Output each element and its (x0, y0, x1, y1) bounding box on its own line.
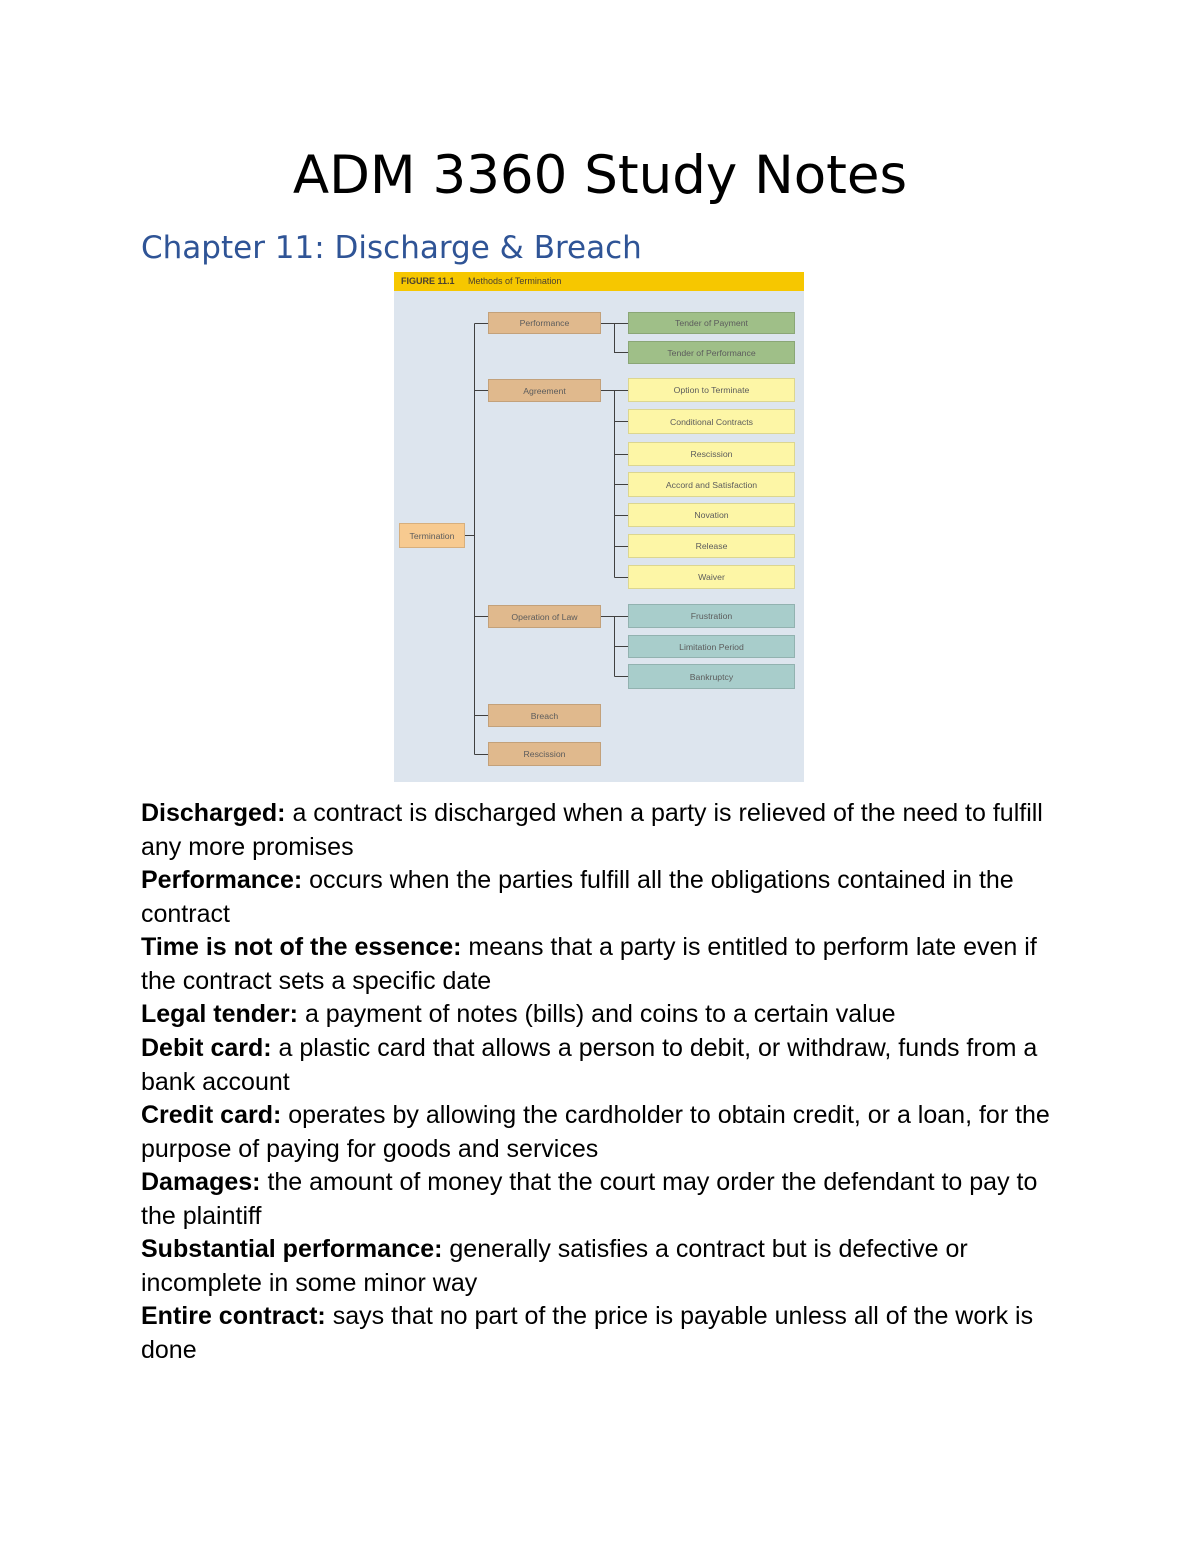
figure-caption: Methods of Termination (468, 276, 562, 286)
definition-credit-card (141, 1099, 1181, 1166)
definition-text: a payment of notes (bills) and coins to a certain value (304, 1000, 896, 1029)
node-release: Release (628, 534, 795, 558)
definition-text: bank account (141, 1067, 290, 1096)
definition-text: done (141, 1336, 197, 1364)
definition-text: a contract is discharged when a party is relieved of the need to fulfill (292, 799, 1043, 827)
figure-label: FIGURE 11.1 (401, 276, 455, 286)
node-accord-and-satisfaction: Accord and Satisfaction (628, 472, 795, 497)
definition-line (141, 1032, 1181, 1066)
page-title: ADM 3360 Study Notes (292, 145, 908, 206)
node-tender-of-payment: Tender of Payment (628, 312, 795, 334)
definition-term: Credit card: (141, 1101, 282, 1130)
node-breach: Breach (488, 704, 601, 727)
definition-line (141, 1300, 1181, 1334)
definition-text: any more promises (141, 832, 354, 861)
definition-text: a plastic card that allows a person to debit, or withdraw, funds from a (278, 1033, 1038, 1062)
definition-text: says that no part of the price is payable unless all of the work is (332, 1302, 1034, 1331)
connector-agreement-group (601, 391, 628, 578)
definition-substantial-performance (141, 1233, 1181, 1300)
definition-line (141, 797, 1181, 831)
definition-text: generally satisfies a contract but is defective or (449, 1235, 968, 1264)
definition-term: Entire contract: (141, 1302, 326, 1331)
node-rescission-by-agreement: Rescission (628, 442, 795, 466)
definition-term: Time is not of the essence: (141, 933, 462, 962)
definition-term: Debit card: (141, 1033, 272, 1062)
definition-discharged (141, 797, 1181, 864)
node-tender-of-performance: Tender of Performance (628, 341, 795, 364)
definition-term: Discharged: (141, 799, 286, 827)
definition-line (141, 1099, 1181, 1133)
node-rescission: Rescission (488, 742, 601, 766)
definition-line (141, 998, 1181, 1032)
node-novation: Novation (628, 503, 795, 527)
node-operation-of-law: Operation of Law (488, 605, 601, 628)
node-bankruptcy: Bankruptcy (628, 664, 795, 689)
connector-operation-of-law-group (601, 617, 628, 677)
definition-damages (141, 1166, 1181, 1233)
definition-text: incomplete in some minor way (141, 1268, 478, 1297)
definition-line (141, 1166, 1181, 1200)
definitions-list (141, 797, 1181, 1368)
node-option-to-terminate: Option to Terminate (628, 378, 795, 402)
definition-text: the plaintiff (141, 1201, 262, 1230)
definition-term: Damages: (141, 1168, 261, 1197)
figure-methods-of-termination (394, 272, 804, 782)
node-waiver: Waiver (628, 565, 795, 589)
definition-text: contract (141, 899, 230, 928)
definition-line (141, 864, 1181, 898)
connector-performance-group (601, 324, 628, 353)
connector-trunk (465, 324, 488, 755)
node-performance: Performance (488, 312, 601, 334)
definition-text: the contract sets a specific date (141, 966, 492, 995)
definition-term: Performance: (141, 866, 303, 895)
definition-text: operates by allowing the cardholder to obtain credit, or a loan, for the (288, 1101, 1050, 1130)
node-termination: Termination (399, 523, 465, 548)
definition-entire-contract (141, 1300, 1181, 1367)
node-frustration: Frustration (628, 604, 795, 628)
definition-legal-tender (141, 998, 1181, 1032)
definition-text: purpose of paying for goods and services (141, 1134, 599, 1163)
node-limitation-period: Limitation Period (628, 635, 795, 658)
definition-line (141, 931, 1181, 965)
definition-text: occurs when the parties fulfill all the obligations contained in the (309, 866, 1014, 895)
definition-performance (141, 864, 1181, 931)
definition-time-is-not-of-the-essence (141, 931, 1181, 998)
definition-term: Substantial performance: (141, 1235, 443, 1264)
chapter-heading: Chapter 11: Discharge & Breach (141, 230, 642, 266)
definition-term: Legal tender: (141, 1000, 298, 1029)
definition-debit-card (141, 1032, 1181, 1099)
node-agreement: Agreement (488, 379, 601, 402)
definition-line (141, 1233, 1181, 1267)
node-conditional-contracts: Conditional Contracts (628, 409, 795, 434)
definition-text: the amount of money that the court may order the defendant to pay to (267, 1168, 1038, 1197)
definition-text: means that a party is entitled to perform late even if (468, 933, 1037, 962)
